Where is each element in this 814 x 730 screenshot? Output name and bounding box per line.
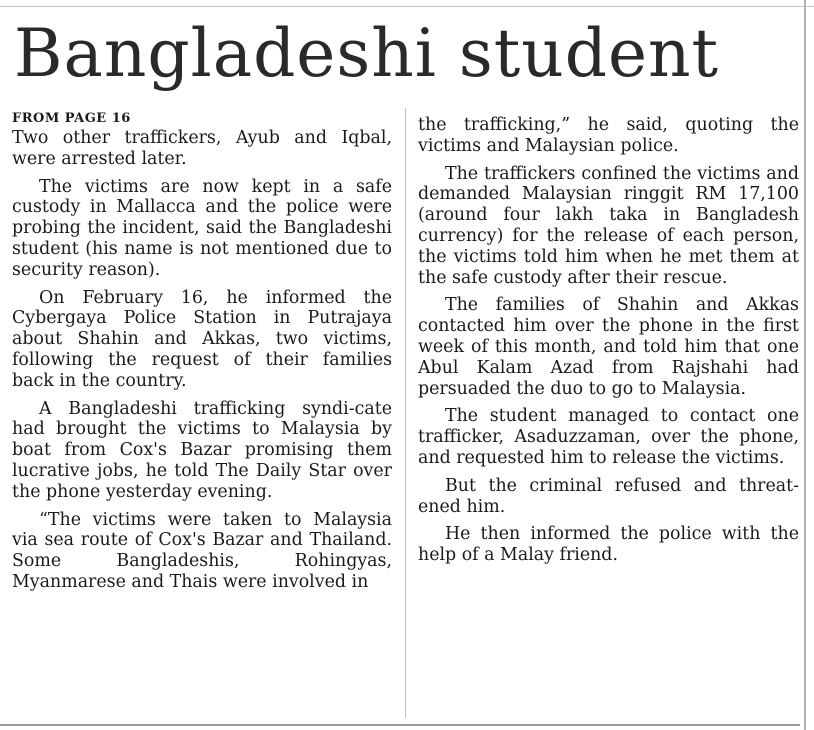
bottom-rule <box>0 724 800 726</box>
article-paragraph: But the criminal refused and threat-ened him. <box>418 475 799 517</box>
article-headline: Bangladeshi student <box>14 15 720 92</box>
article-paragraph: “The victims were taken to Malaysia via sea route of Cox's Bazar and Thailand. Some Bangladeshis, Rohingyas, Myanmarese and Thais were involved in <box>12 509 392 592</box>
continuation-kicker: FROM PAGE 16 <box>12 111 131 126</box>
article-paragraph: The families of Shahin and Akkas contacted him over the phone in the first week of this month, and told him that one Abul Kalam Azad from Rajshahi had persuaded the duo to go to Malaysia. <box>418 295 799 399</box>
article-paragraph: The traffickers confined the victims and demanded Malaysian ringgit RM 17,100 (around four lakh taka in Bangladesh currency) for the release of each person, the victims told him when he met them at the safe custody after their rescue. <box>418 163 799 288</box>
column-divider <box>405 108 406 718</box>
article-paragraph: A Bangladeshi trafficking syndi-cate had brought the victims to Malaysia by boat from Cox's Bazar promising them lucrative jobs, he told The Daily Star over the phone yesterday evening. <box>12 398 392 502</box>
right-border <box>804 0 806 730</box>
article-column-left <box>12 110 392 593</box>
article-paragraph: He then informed the police with the help of a Malay friend. <box>418 524 799 566</box>
article-paragraph: The victims are now kept in a safe custody in Mallacca and the police were probing the incident, said the Bangladeshi student (his name is not mentioned due to security reason). <box>12 176 392 280</box>
article-paragraph: Two other traffickers, Ayub and Iqbal, were arrested later. <box>12 128 392 169</box>
article-column-right <box>418 115 799 566</box>
article-paragraph: the trafficking,” he said, quoting the victims and Malaysian police. <box>418 115 799 156</box>
article-paragraph: The student managed to contact one trafficker, Asaduzzaman, over the phone, and requested him to release the victims. <box>418 406 799 468</box>
article-paragraph: On February 16, he informed the Cybergaya Police Station in Putrajaya about Shahin and Akkas, two victims, following the request of their families back in the country. <box>12 287 392 391</box>
